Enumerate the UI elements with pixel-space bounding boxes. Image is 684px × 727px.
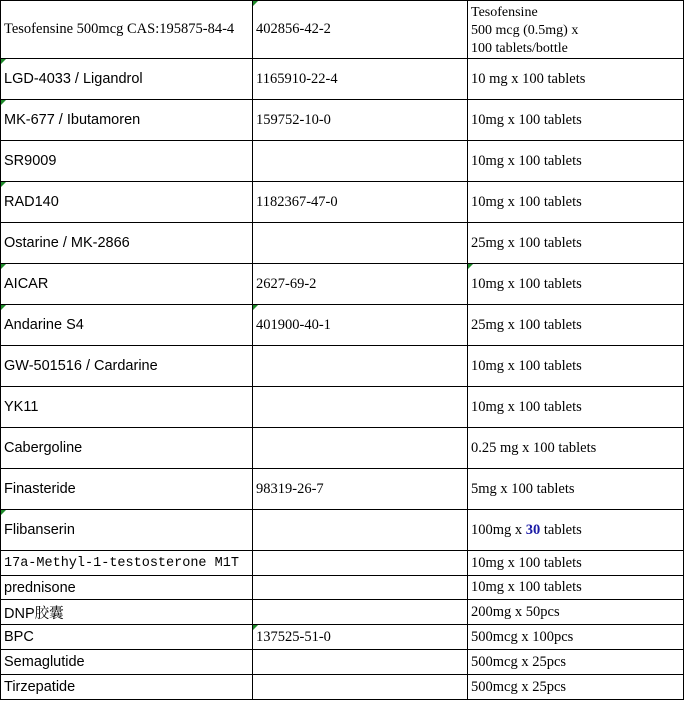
specification-cell[interactable] [468,1,684,59]
table-row [1,387,684,428]
cas-number-cell[interactable]: 137525-51-0 [253,625,468,650]
specification-cell[interactable]: 10mg x 100 tablets [468,100,684,141]
table-row [1,551,684,576]
spec-line: 100 tablets/bottle [471,41,568,56]
specification-cell[interactable]: 500mcg x 25pcs [468,650,684,675]
cas-number-cell[interactable]: 401900-40-1 [253,305,468,346]
cas-number-cell[interactable]: 98319-26-7 [253,469,468,510]
cas-number-cell[interactable]: 402856-42-2 [253,1,468,59]
product-name-cell[interactable]: BPC [1,625,253,650]
specification-cell[interactable]: 10mg x 100 tablets [468,387,684,428]
cas-number-cell[interactable] [253,387,468,428]
product-name-cell[interactable]: 17a-Methyl-1-testosterone M1T [1,551,253,576]
specification-cell[interactable]: 5mg x 100 tablets [468,469,684,510]
specification-cell[interactable] [468,510,684,551]
table-row [1,182,684,223]
specification-cell[interactable]: 10mg x 100 tablets [468,182,684,223]
specification-cell[interactable]: 500mcg x 25pcs [468,675,684,700]
specification-cell[interactable]: 10mg x 100 tablets [468,141,684,182]
product-name-cell[interactable]: Tesofensine 500mcg CAS:195875-84-4 [1,1,253,59]
table-row [1,346,684,387]
table-row [1,469,684,510]
product-name-cell[interactable]: Tirzepatide [1,675,253,700]
specification-cell[interactable]: 0.25 mg x 100 tablets [468,428,684,469]
cas-number-cell[interactable]: 1182367-47-0 [253,182,468,223]
table-row [1,625,684,650]
cas-number-cell[interactable] [253,600,468,625]
product-name-cell[interactable]: MK-677 / Ibutamoren [1,100,253,141]
spec-line: Tesofensine [471,5,538,20]
specification-cell[interactable]: 10mg x 100 tablets [468,551,684,576]
table-row [1,100,684,141]
table-row [1,650,684,675]
table-row [1,576,684,600]
spec-line: 500 mcg (0.5mg) x [471,23,579,38]
product-name-cell[interactable]: GW-501516 / Cardarine [1,346,253,387]
table-row [1,510,684,551]
highlighted-quantity: 30 [525,521,541,538]
table-row [1,428,684,469]
product-name-cell[interactable]: prednisone [1,576,253,600]
specification-cell[interactable]: 10mg x 100 tablets [468,576,684,600]
specification-cell[interactable]: 200mg x 50pcs [468,600,684,625]
cas-number-cell[interactable] [253,141,468,182]
cas-number-cell[interactable] [253,675,468,700]
product-name-cell[interactable]: Ostarine / MK-2866 [1,223,253,264]
table-row [1,675,684,700]
product-name-cell[interactable]: Andarine S4 [1,305,253,346]
specification-cell[interactable]: 10mg x 100 tablets [468,264,684,305]
cas-number-cell[interactable]: 2627-69-2 [253,264,468,305]
product-name-cell[interactable]: LGD-4033 / Ligandrol [1,59,253,100]
cas-number-cell[interactable] [253,223,468,264]
table-row [1,305,684,346]
table-row [1,59,684,100]
specification-cell[interactable]: 500mcg x 100pcs [468,625,684,650]
product-name-cell[interactable]: Flibanserin [1,510,253,551]
cas-number-cell[interactable]: 1165910-22-4 [253,59,468,100]
table-row [1,1,684,59]
cas-number-cell[interactable] [253,551,468,576]
product-name-cell[interactable]: Cabergoline [1,428,253,469]
cas-number-cell[interactable] [253,510,468,551]
table-row [1,264,684,305]
specification-cell[interactable]: 25mg x 100 tablets [468,305,684,346]
product-name-cell[interactable]: SR9009 [1,141,253,182]
cas-number-cell[interactable] [253,650,468,675]
table-row [1,600,684,625]
product-name-cell[interactable]: Finasteride [1,469,253,510]
specification-cell[interactable]: 10 mg x 100 tablets [468,59,684,100]
product-name-cell[interactable]: Semaglutide [1,650,253,675]
spec-text: tablets [540,521,582,538]
spec-text: 100mg x [471,521,526,538]
cas-number-cell[interactable] [253,576,468,600]
cas-number-cell[interactable] [253,346,468,387]
table-row [1,141,684,182]
specification-cell[interactable]: 25mg x 100 tablets [468,223,684,264]
cas-number-cell[interactable] [253,428,468,469]
product-name-cell[interactable]: RAD140 [1,182,253,223]
product-name-cell[interactable]: AICAR [1,264,253,305]
specification-cell[interactable]: 10mg x 100 tablets [468,346,684,387]
product-name-cell[interactable]: YK11 [1,387,253,428]
table-row [1,223,684,264]
cas-number-cell[interactable]: 159752-10-0 [253,100,468,141]
product-name-cell[interactable]: DNP胶囊 [1,600,253,625]
